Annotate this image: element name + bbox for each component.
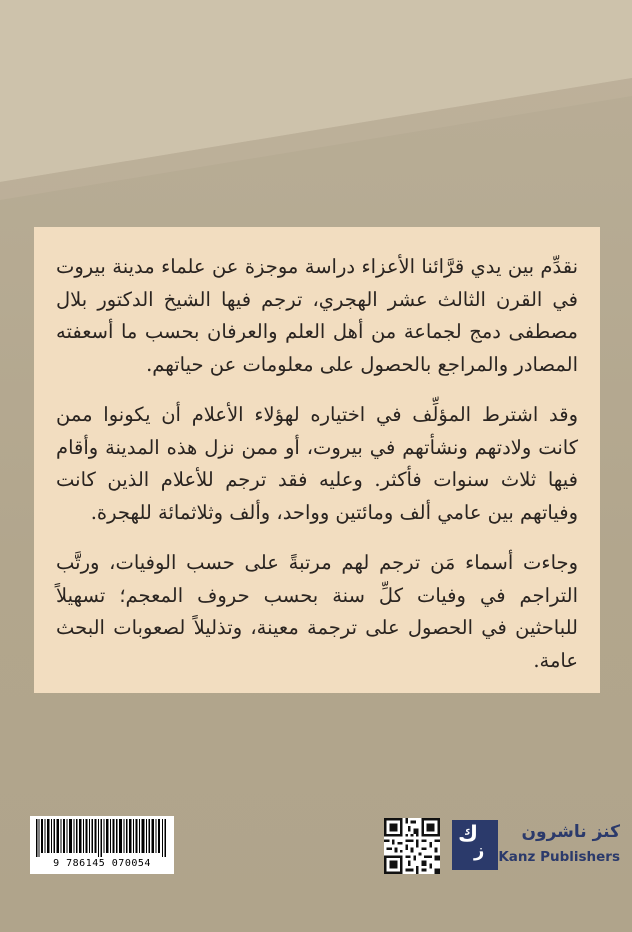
blurb-panel xyxy=(34,227,600,693)
blurb-paragraph-3: وجاءت أسماء مَن ترجم لهم مرتبةً على حسب الوفيات، ورتَّب التراجم في وفيات كلِّ سنة بحسب حروف المعجم؛ تسهيلاً للباحثين في الحصول على ترجمة معينة، وتذليلاً لصعوبات البحث عامة. xyxy=(56,551,578,672)
publisher-name-arabic: كنز ناشرون xyxy=(521,822,620,842)
isbn-barcode xyxy=(30,816,174,874)
kanz-logo-icon: ك ز xyxy=(452,820,498,870)
publisher-name-english: Kanz Publishers xyxy=(498,849,620,865)
qr-code xyxy=(384,818,440,874)
publisher-block xyxy=(452,820,622,874)
isbn-number: 9 786145 070054 xyxy=(53,858,151,869)
qr-code-graphic xyxy=(384,818,440,874)
blurb-paragraph-1: نقدِّم بين يدي قرَّائنا الأعزاء دراسة موجزة عن علماء مدينة بيروت في القرن الثالث عشر الهجري، ترجم فيها الشيخ الدكتور بلال مصطفى دمج لجماعة من أهل العلم والعرفان بحسب ما أسعفته المصادر والمراجع بالحصول على معلومات عن حياتهم. xyxy=(56,255,578,376)
blurb-paragraph-2: وقد اشترط المؤلِّف في اختياره لهؤلاء الأعلام أن يكونوا ممن كانت ولادتهم ونشأتهم في بيروت، أو ممن نزل هذه المدينة وأقام فيها ثلاث سنوات فأكثر. وعليه فقد ترجم للأعلام الذين كانت وفياتهم بين عامي ألف ومائتين وواحد، وألف وثلاثمائة للهجرة. xyxy=(56,403,578,524)
barcode-bars xyxy=(34,819,170,857)
